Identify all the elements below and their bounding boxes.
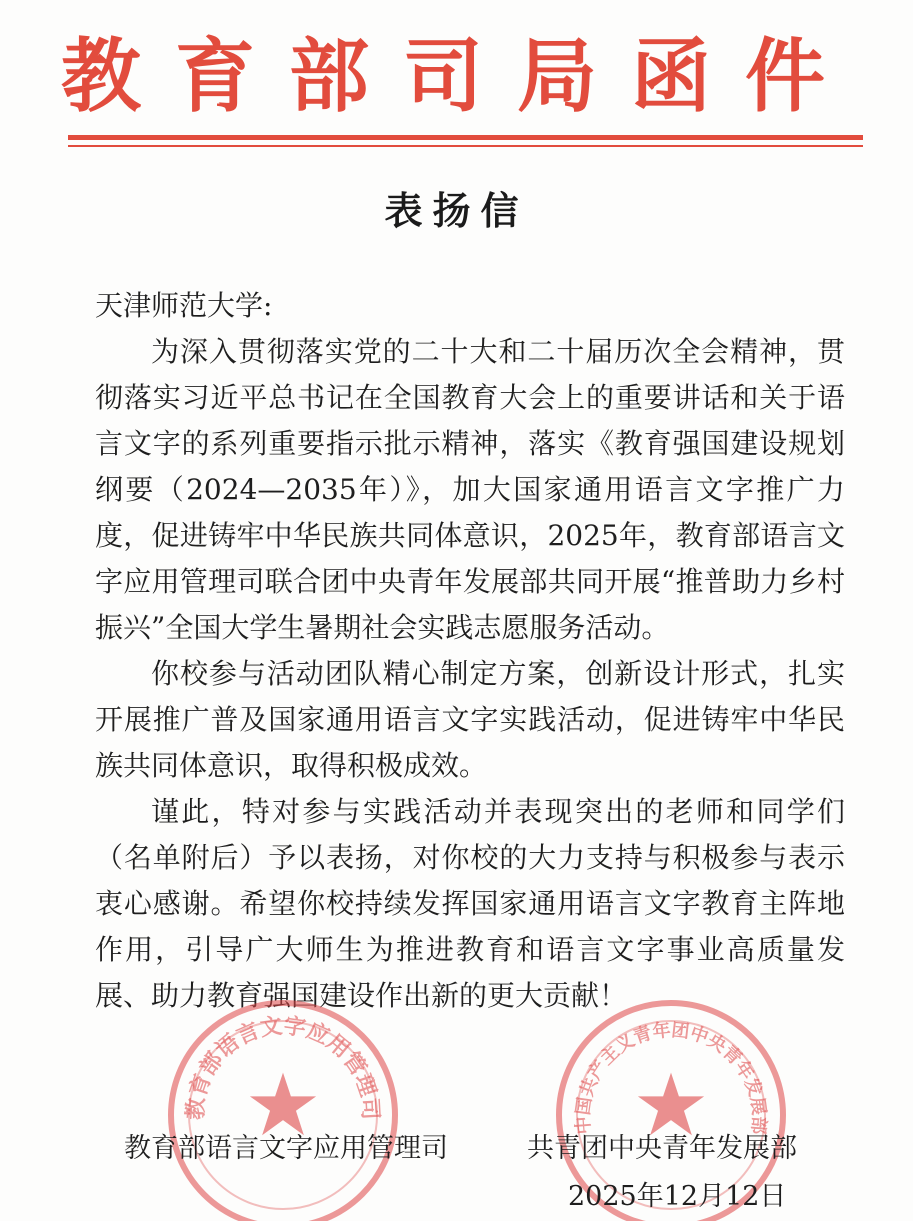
masthead-rule-thin xyxy=(68,145,863,147)
signature-youth-league: 共青团中央青年发展部 xyxy=(527,1133,797,1164)
paragraph-1: 为深入贯彻落实党的二十大和二十届历次全会精神，贯彻落实习近平总书记在全国教育大会上的重要讲话和关于语言文字的系列重要指示批示精神，落实《教育强国建设规划纲要（2024—2035年）》，加大国家通用语言文字推广力度，促进铸牢中华民族共同体意识，2025年，教育部语言文字应用管理司联合团中央青年发展部共同开展“推普助力乡村振兴”全国大学生暑期社会实践志愿服务活动。 xyxy=(95,335,845,644)
paragraph-3: 谨此，特对参与实践活动并表现突出的老师和同学们（名单附后）予以表扬，对你校的大力支持与积极参与表示衷心感谢。希望你校持续发挥国家通用语言文字教育主阵地作用，引导广大师生为推进教育和语言文字事业高质量发展、助力教育强国建设作出新的更大贡献！ xyxy=(95,795,845,1012)
seal2-text: 中国共产主义青年团中央青年发展部 xyxy=(572,1019,770,1136)
salutation: 天津师范大学: xyxy=(95,289,273,322)
signature-ministry: 教育部语言文字应用管理司 xyxy=(124,1133,448,1164)
signature-date: 2025年12月12日 xyxy=(568,1181,787,1212)
masthead-rule-thick xyxy=(68,135,863,140)
document-title: 表扬信 xyxy=(384,188,529,233)
seal1-text: 教育部语言文字应用管理司 xyxy=(182,1012,384,1121)
masthead-title: 教育部司局函件 xyxy=(61,29,859,123)
letter-body xyxy=(95,283,845,1019)
paragraph-2: 你校参与活动团队精心制定方案，创新设计形式，扎实开展推广普及国家通用语言文字实践活动，促进铸牢中华民族共同体意识，取得积极成效。 xyxy=(95,657,845,782)
official-seal-ministry xyxy=(168,1000,398,1221)
